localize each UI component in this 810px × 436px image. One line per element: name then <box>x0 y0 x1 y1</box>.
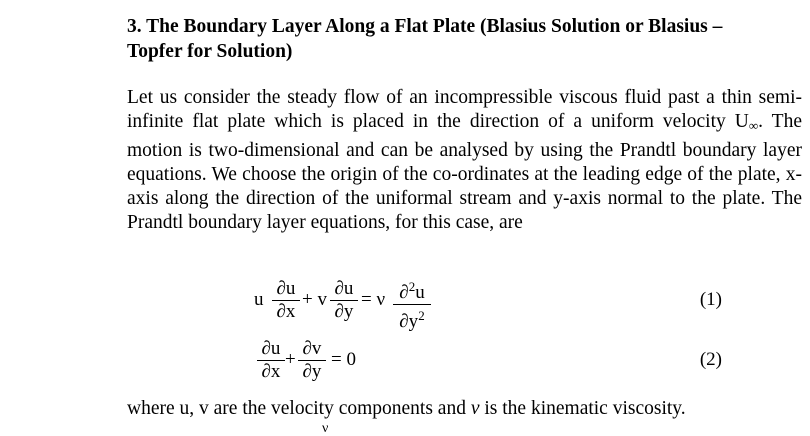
equation-number-1: (1) <box>699 289 722 310</box>
eq1-u: u <box>254 289 264 310</box>
heading-line-2: Topfer for Solution) <box>127 41 293 62</box>
nu-symbol: ν <box>470 398 480 419</box>
eq2-plus: + <box>285 349 296 370</box>
equation-number-2: (2) <box>699 349 722 370</box>
paragraph-text-end: . The motion is two-dimensional and can be analysed by using the Prandtl boundary layer equations. We choose the origin of the co-ordinates at the leading edge of the plate, x-axis along the direction of the uniformal stream and y-axis normal to the plate. The Prandtl boundary layer equations, for this case, are <box>127 111 802 234</box>
eq1-plus-v: + v <box>302 289 327 310</box>
eq2-denominator-2: ∂y <box>302 361 322 382</box>
eq2-fraction-du-dx <box>257 338 285 383</box>
infinity-subscript: ∞ <box>748 118 759 134</box>
eq2-numerator: ∂u <box>261 338 281 359</box>
eq2-fraction-dv-dy <box>298 338 326 383</box>
eq1-denominator-2: ∂y <box>334 301 354 322</box>
eq2-numerator-2: ∂v <box>302 338 322 359</box>
eq1-numerator-2: ∂u <box>334 278 354 299</box>
heading-line-1: 3. The Boundary Layer Along a Flat Plate (Blasius Solution or Blasius – <box>127 16 723 37</box>
eq1-equals-nu: = ν <box>361 289 386 310</box>
eq2-denominator: ∂x <box>261 361 281 382</box>
eq1-numerator: ∂u <box>276 278 296 299</box>
footer-sentence: where u, v are the velocity components and ν is the kinematic viscosity. <box>127 398 686 419</box>
cut-off-glyph: ν <box>322 421 329 436</box>
paragraph-text-start: Let us consider the steady flow of an incompressible viscous fluid past a thin semi-infinite flat plate which is placed in the direction of a uniform velocity U <box>127 87 802 133</box>
eq1-denominator: ∂x <box>276 301 296 322</box>
eq1-denominator-3: $\partial y^2$ <box>399 308 425 332</box>
eq2-equals-zero: = 0 <box>331 349 356 370</box>
eq1-numerator-3: ∂$^2$u <box>399 279 425 303</box>
